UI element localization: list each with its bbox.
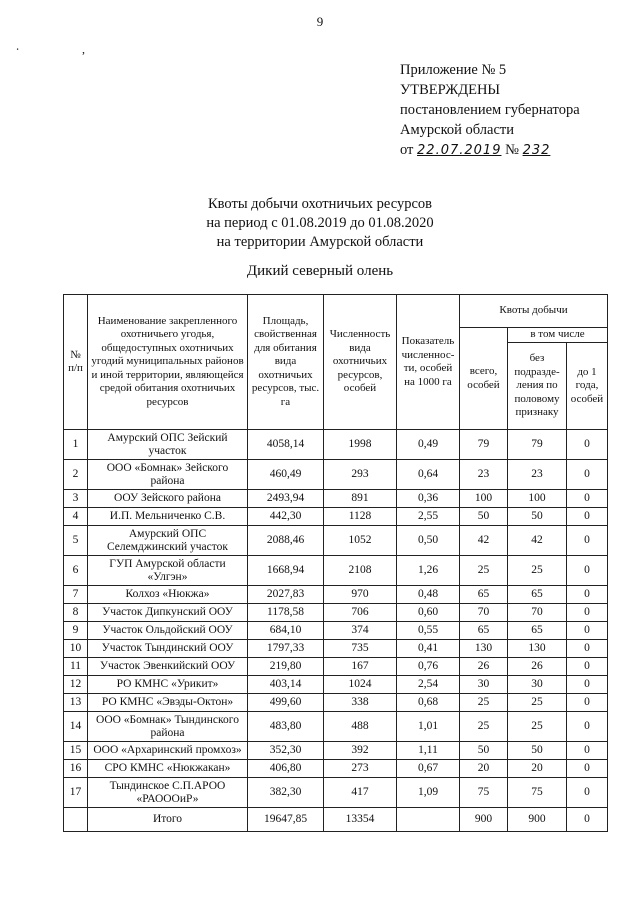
cell-name: РО КМНС «Эвэды-Октон» <box>88 694 248 712</box>
cell-name: СРО КМНС «Нюкжакан» <box>88 760 248 778</box>
cell-num: 17 <box>64 778 88 808</box>
cell-area: 382,30 <box>248 778 324 808</box>
cell-num: 6 <box>64 556 88 586</box>
cell-no-sex: 26 <box>508 658 567 676</box>
total-total: 900 <box>460 808 508 832</box>
cell-total: 100 <box>460 490 508 508</box>
cell-under-one: 0 <box>567 658 608 676</box>
table-row <box>64 526 608 556</box>
cell-total: 30 <box>460 676 508 694</box>
cell-area: 483,80 <box>248 712 324 742</box>
cell-total: 79 <box>460 430 508 460</box>
header-name: Наименование закрепленного охотничьего угодья, общедоступных охотничьих угодий муниципальных районов и иной территории, являющейся средой обитания охотничьих ресурсов <box>88 295 248 430</box>
cell-density: 1,11 <box>397 742 460 760</box>
cell-population: 338 <box>324 694 397 712</box>
cell-under-one: 0 <box>567 742 608 760</box>
cell-under-one: 0 <box>567 586 608 604</box>
total-label: Итого <box>88 808 248 832</box>
cell-under-one: 0 <box>567 676 608 694</box>
table-row <box>64 460 608 490</box>
cell-area: 1178,58 <box>248 604 324 622</box>
cell-name: ООУ Зейского района <box>88 490 248 508</box>
title-line-2: на период с 01.08.2019 до 01.08.2020 <box>206 215 434 231</box>
cell-area: 499,60 <box>248 694 324 712</box>
cell-no-sex: 42 <box>508 526 567 556</box>
cell-density: 1,26 <box>397 556 460 586</box>
cell-density: 0,67 <box>397 760 460 778</box>
appendix-block <box>400 60 580 161</box>
cell-no-sex: 75 <box>508 778 567 808</box>
table-row <box>64 604 608 622</box>
region-line: Амурской области <box>400 122 514 138</box>
cell-density: 0,48 <box>397 586 460 604</box>
total-empty <box>64 808 88 832</box>
cell-under-one: 0 <box>567 508 608 526</box>
cell-name: ГУП Амурской области «Улгэн» <box>88 556 248 586</box>
cell-no-sex: 79 <box>508 430 567 460</box>
cell-density: 2,55 <box>397 508 460 526</box>
date-line <box>400 140 580 161</box>
cell-area: 460,49 <box>248 460 324 490</box>
cell-total: 70 <box>460 604 508 622</box>
cell-num: 10 <box>64 640 88 658</box>
cell-density: 0,55 <box>397 622 460 640</box>
cell-num: 2 <box>64 460 88 490</box>
total-empty <box>397 808 460 832</box>
cell-population: 392 <box>324 742 397 760</box>
cell-no-sex: 130 <box>508 640 567 658</box>
cell-population: 417 <box>324 778 397 808</box>
cell-total: 65 <box>460 622 508 640</box>
cell-under-one: 0 <box>567 490 608 508</box>
cell-density: 2,54 <box>397 676 460 694</box>
table-row <box>64 694 608 712</box>
cell-num: 12 <box>64 676 88 694</box>
cell-num: 8 <box>64 604 88 622</box>
cell-no-sex: 65 <box>508 622 567 640</box>
total-no-sex: 900 <box>508 808 567 832</box>
cell-under-one: 0 <box>567 640 608 658</box>
cell-total: 50 <box>460 508 508 526</box>
approved-label: УТВЕРЖДЕНЫ <box>400 82 501 98</box>
cell-total: 42 <box>460 526 508 556</box>
cell-total: 75 <box>460 778 508 808</box>
cell-total: 50 <box>460 742 508 760</box>
total-under-one: 0 <box>567 808 608 832</box>
cell-density: 0,64 <box>397 460 460 490</box>
cell-name: Участок Дипкунский ООУ <box>88 604 248 622</box>
cell-num: 9 <box>64 622 88 640</box>
cell-area: 403,14 <box>248 676 324 694</box>
document-title <box>0 195 640 252</box>
cell-total: 130 <box>460 640 508 658</box>
cell-density: 0,68 <box>397 694 460 712</box>
resolution-line: постановлением губернатора <box>400 102 580 118</box>
species-title: Дикий северный олень <box>246 263 394 279</box>
header-no-sex: без подразде-ления по половому признаку <box>508 343 567 430</box>
cell-density: 1,01 <box>397 712 460 742</box>
cell-population: 167 <box>324 658 397 676</box>
cell-name: Тындинское С.П.АРОО «РАОООиР» <box>88 778 248 808</box>
cell-no-sex: 50 <box>508 742 567 760</box>
date-value: 22.07.2019 <box>417 143 502 158</box>
cell-population: 2108 <box>324 556 397 586</box>
cell-population: 1128 <box>324 508 397 526</box>
cell-num: 16 <box>64 760 88 778</box>
number-value: 232 <box>522 143 551 158</box>
cell-under-one: 0 <box>567 556 608 586</box>
cell-population: 1998 <box>324 430 397 460</box>
cell-population: 1024 <box>324 676 397 694</box>
cell-no-sex: 25 <box>508 556 567 586</box>
cell-num: 11 <box>64 658 88 676</box>
cell-area: 684,10 <box>248 622 324 640</box>
cell-area: 442,30 <box>248 508 324 526</box>
cell-total: 25 <box>460 556 508 586</box>
cell-population: 293 <box>324 460 397 490</box>
cell-population: 1052 <box>324 526 397 556</box>
table-row <box>64 508 608 526</box>
table-row <box>64 586 608 604</box>
title-line-1: Квоты добычи охотничьих ресурсов <box>208 196 432 212</box>
header-population: Численность вида охотничьих ресурсов, особей <box>324 295 397 430</box>
cell-population: 735 <box>324 640 397 658</box>
table-row <box>64 640 608 658</box>
header-area: Площадь, свойственная для обитания вида охотничьих ресурсов, тыс. га <box>248 295 324 430</box>
appendix-number: Приложение № 5 <box>400 62 507 78</box>
cell-num: 1 <box>64 430 88 460</box>
cell-under-one: 0 <box>567 430 608 460</box>
page-number: 9 <box>316 14 324 29</box>
cell-under-one: 0 <box>567 694 608 712</box>
scan-marks: ∙ , <box>16 42 115 56</box>
cell-name: И.П. Мельниченко С.В. <box>88 508 248 526</box>
table-row <box>64 430 608 460</box>
cell-under-one: 0 <box>567 760 608 778</box>
cell-name: Амурский ОПС Селемджинский участок <box>88 526 248 556</box>
cell-total: 23 <box>460 460 508 490</box>
totals-row <box>64 808 608 832</box>
cell-name: Участок Ольдойский ООУ <box>88 622 248 640</box>
cell-num: 7 <box>64 586 88 604</box>
cell-area: 1797,33 <box>248 640 324 658</box>
cell-density: 1,09 <box>397 778 460 808</box>
cell-total: 25 <box>460 694 508 712</box>
cell-name: Колхоз «Нюкжа» <box>88 586 248 604</box>
cell-total: 26 <box>460 658 508 676</box>
cell-num: 5 <box>64 526 88 556</box>
date-prefix: от <box>400 142 414 158</box>
table-row <box>64 778 608 808</box>
cell-under-one: 0 <box>567 604 608 622</box>
quota-table <box>63 294 608 832</box>
table-row <box>64 760 608 778</box>
cell-no-sex: 25 <box>508 712 567 742</box>
cell-total: 20 <box>460 760 508 778</box>
cell-num: 15 <box>64 742 88 760</box>
header-density: Показатель численнос-ти, особей на 1000 га <box>397 295 460 430</box>
cell-no-sex: 23 <box>508 460 567 490</box>
cell-no-sex: 50 <box>508 508 567 526</box>
cell-area: 352,30 <box>248 742 324 760</box>
cell-area: 2027,83 <box>248 586 324 604</box>
cell-under-one: 0 <box>567 622 608 640</box>
cell-no-sex: 70 <box>508 604 567 622</box>
table-body <box>64 430 608 832</box>
cell-density: 0,60 <box>397 604 460 622</box>
cell-population: 273 <box>324 760 397 778</box>
header-including: в том числе <box>508 328 608 343</box>
cell-population: 374 <box>324 622 397 640</box>
number-prefix: № <box>505 142 519 158</box>
cell-population: 488 <box>324 712 397 742</box>
cell-density: 0,36 <box>397 490 460 508</box>
table-row <box>64 712 608 742</box>
cell-under-one: 0 <box>567 460 608 490</box>
cell-area: 1668,94 <box>248 556 324 586</box>
cell-area: 2088,46 <box>248 526 324 556</box>
cell-name: ООО «Бомнак» Зейского района <box>88 460 248 490</box>
table-row <box>64 556 608 586</box>
cell-num: 4 <box>64 508 88 526</box>
cell-num: 3 <box>64 490 88 508</box>
cell-population: 891 <box>324 490 397 508</box>
table-row <box>64 742 608 760</box>
table-row <box>64 676 608 694</box>
cell-name: Участок Тындинский ООУ <box>88 640 248 658</box>
cell-area: 4058,14 <box>248 430 324 460</box>
cell-name: РО КМНС «Урикит» <box>88 676 248 694</box>
cell-name: ООО «Архаринский промхоз» <box>88 742 248 760</box>
table-row <box>64 490 608 508</box>
cell-area: 406,80 <box>248 760 324 778</box>
cell-name: Амурский ОПС Зейский участок <box>88 430 248 460</box>
cell-density: 0,50 <box>397 526 460 556</box>
cell-under-one: 0 <box>567 712 608 742</box>
cell-density: 0,49 <box>397 430 460 460</box>
header-under-one: до 1 года, особей <box>567 343 608 430</box>
cell-num: 14 <box>64 712 88 742</box>
cell-name: Участок Эвенкийский ООУ <box>88 658 248 676</box>
cell-no-sex: 25 <box>508 694 567 712</box>
total-population: 13354 <box>324 808 397 832</box>
cell-density: 0,41 <box>397 640 460 658</box>
table-row <box>64 658 608 676</box>
cell-density: 0,76 <box>397 658 460 676</box>
cell-no-sex: 65 <box>508 586 567 604</box>
cell-population: 970 <box>324 586 397 604</box>
cell-no-sex: 30 <box>508 676 567 694</box>
total-area: 19647,85 <box>248 808 324 832</box>
cell-under-one: 0 <box>567 526 608 556</box>
cell-no-sex: 100 <box>508 490 567 508</box>
cell-no-sex: 20 <box>508 760 567 778</box>
cell-total: 65 <box>460 586 508 604</box>
cell-total: 25 <box>460 712 508 742</box>
cell-under-one: 0 <box>567 778 608 808</box>
title-line-3: на территории Амурской области <box>216 234 424 250</box>
cell-area: 219,80 <box>248 658 324 676</box>
header-total: всего, особей <box>460 328 508 430</box>
cell-population: 706 <box>324 604 397 622</box>
cell-area: 2493,94 <box>248 490 324 508</box>
header-num: № п/п <box>64 295 88 430</box>
cell-name: ООО «Бомнак» Тындинского района <box>88 712 248 742</box>
header-quota-group: Квоты добычи <box>460 295 608 328</box>
cell-num: 13 <box>64 694 88 712</box>
table-row <box>64 622 608 640</box>
